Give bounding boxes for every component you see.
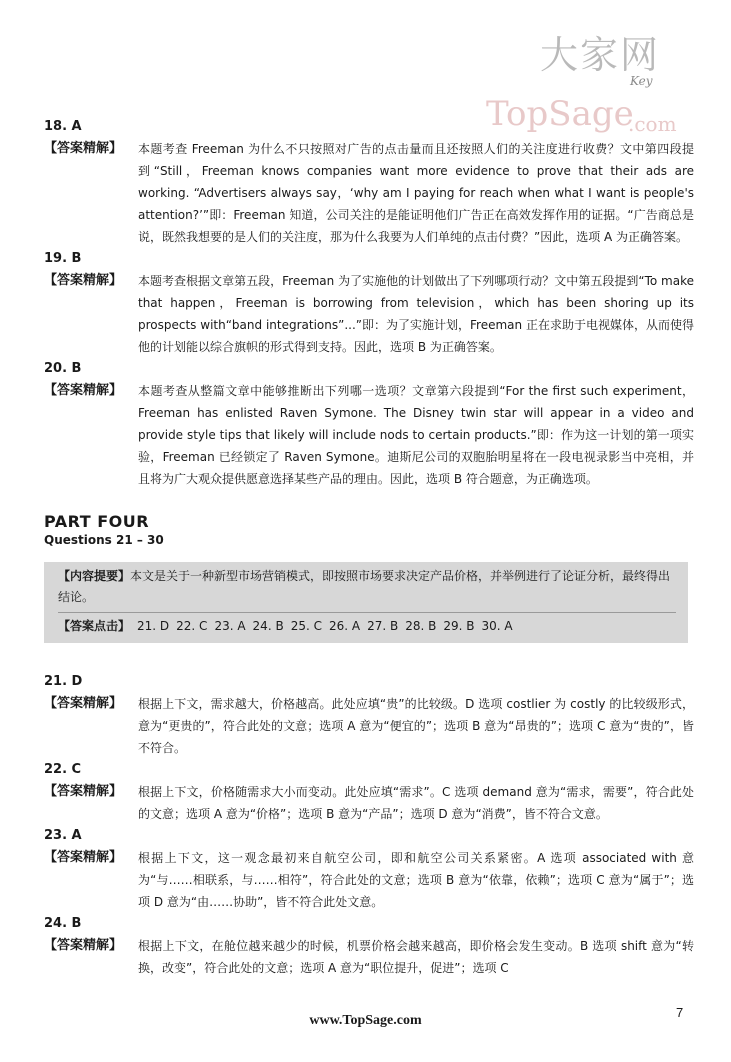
logo-english-text: TopSage: [486, 94, 634, 134]
answer-block: [44, 118, 694, 248]
page-content: [44, 116, 694, 981]
question-number: 24. B: [44, 916, 82, 931]
answer-key: 26. A: [328, 619, 361, 633]
part-subtitle: Questions 21 – 30: [44, 533, 164, 547]
answer-label: 【答案精解】: [44, 273, 123, 288]
answer-block: [44, 250, 694, 358]
answer-key-row: [58, 612, 676, 637]
answer-explanation: 本题考查从整篇文章中能够推断出下列哪一选项？文章第六段提到“For the first such experiment，Freeman has enlisted Raven Symone. The Disney twin star will appear in a video and provide style tips that likely will include nods to certain products.”即：作为这一计划的第一项实验，Freeman 已经锁定了 Raven Symone。迪斯尼公司的双胞胎明星将在一段电视录影当中亮相，并且将为广大观众提供愿意选择某些产品的理由。因此，选项 B 符合题意，为正确选项。: [138, 384, 694, 486]
answer-key: 30. A: [481, 619, 513, 633]
answer-explanation: 根据上下文，价格随需求大小而变动。此处应填“需求”。C 选项 demand 意为“需求，需要”，符合此处的文意；选项 A 意为“价格”；选项 B 意为“产品”；选项 D 意为“消费”，皆不符合文意。: [138, 785, 694, 821]
answer-label: 【答案精解】: [44, 938, 123, 953]
summary-label: 【内容提要】: [58, 569, 131, 583]
answer-key: 28. B: [405, 619, 437, 633]
answer-explanation: 本题考查根据文章第五段，Freeman 为了实施他的计划做出了下列哪项行动？文中第五段提到“To make that happen，Freeman is borrowing from television，which has been shoring up its prospects with“band integrations”...”即：为了实施计划，Freeman 正在求助于电视媒体，从而使得他的计划能以综合旗帜的形式得到支持。因此，选项 B 为正确答案。: [138, 274, 694, 354]
question-number: 23. A: [44, 828, 82, 843]
answer-key: 21. D: [137, 619, 170, 633]
answer-key: 27. B: [367, 619, 399, 633]
question-number: 18. A: [44, 119, 82, 134]
summary-box: [44, 562, 688, 643]
answer-label: 【答案精解】: [44, 784, 123, 799]
answer-explanation: 本题考查 Freeman 为什么不只按照对广告的点击量而且还按照人们的关注度进行收费？文中第四段提到“Still，Freeman knows companies want more evidence to prove that their ads are working. “Advertisers always say，‘why am I paying for reach when what I want is people's attention?’”即：Freeman 知道，公司关注的是能证明他们广告正在高效发挥作用的证据。“广告商总是说，既然我想要的是人们的关注度，那为什么我要为人们单纯的点击付费？”因此，选项 A 为正确答案。: [138, 142, 694, 244]
answer-key: 29. B: [443, 619, 475, 633]
answer-key: 23. A: [214, 619, 246, 633]
answer-explanation: 根据上下文，这一观念最初来自航空公司，即和航空公司关系紧密。A 选项 associated with 意为“与……相联系，与……相符”，符合此处的文意；选项 B 意为“依靠，依赖”；选项 C 意为“属于”；选项 D 意为“由……协助”，皆不符合此处文意。: [138, 851, 694, 909]
question-number: 22. C: [44, 762, 82, 777]
page-number: 7: [676, 1005, 684, 1020]
answer-key-label: 【答案点击】: [58, 619, 131, 633]
answer-label: 【答案精解】: [44, 850, 123, 865]
answer-label: 【答案精解】: [44, 383, 123, 398]
answer-block: [44, 827, 694, 913]
question-number: 20. B: [44, 361, 82, 376]
answer-block: [44, 673, 694, 759]
part-title: PART FOUR: [44, 512, 150, 531]
logo-key-text: Key: [630, 74, 653, 88]
answer-block: [44, 761, 694, 825]
answer-explanation: 根据上下文，在舱位越来越少的时候，机票价格会越来越高，即价格会发生变动。B 选项 shift 意为“转换，改变”，符合此处的文意；选项 A 意为“职位提升，促进”；选项 C: [138, 939, 694, 975]
answer-explanation: 根据上下文，需求越大，价格越高。此处应填“贵”的比较级。D 选项 costlier 为 costly 的比较级形式，意为“更贵的”，符合此处的文意；选项 A 意为“便宜的”；选项 B 意为“昂贵的”；选项 C 意为“贵的”，皆不符合。: [138, 697, 694, 755]
answer-key: 25. C: [290, 619, 322, 633]
answer-key: 24. B: [252, 619, 284, 633]
answer-key: 22. C: [176, 619, 208, 633]
question-number: 21. D: [44, 674, 83, 689]
summary-text: 本文是关于一种新型市场营销模式，即按照市场要求决定产品价格，并举例进行了论证分析，最终得出结论。: [58, 569, 671, 604]
logo-domain-text: .com: [628, 112, 677, 136]
footer-url: www.TopSage.com: [309, 1013, 422, 1028]
answer-block: [44, 915, 694, 979]
summary-line: [58, 566, 676, 608]
logo-chinese-text: 大家网: [540, 33, 661, 77]
answer-block: [44, 360, 694, 490]
answer-label: 【答案精解】: [44, 141, 123, 156]
question-number: 19. B: [44, 251, 82, 266]
answer-label: 【答案精解】: [44, 696, 123, 711]
